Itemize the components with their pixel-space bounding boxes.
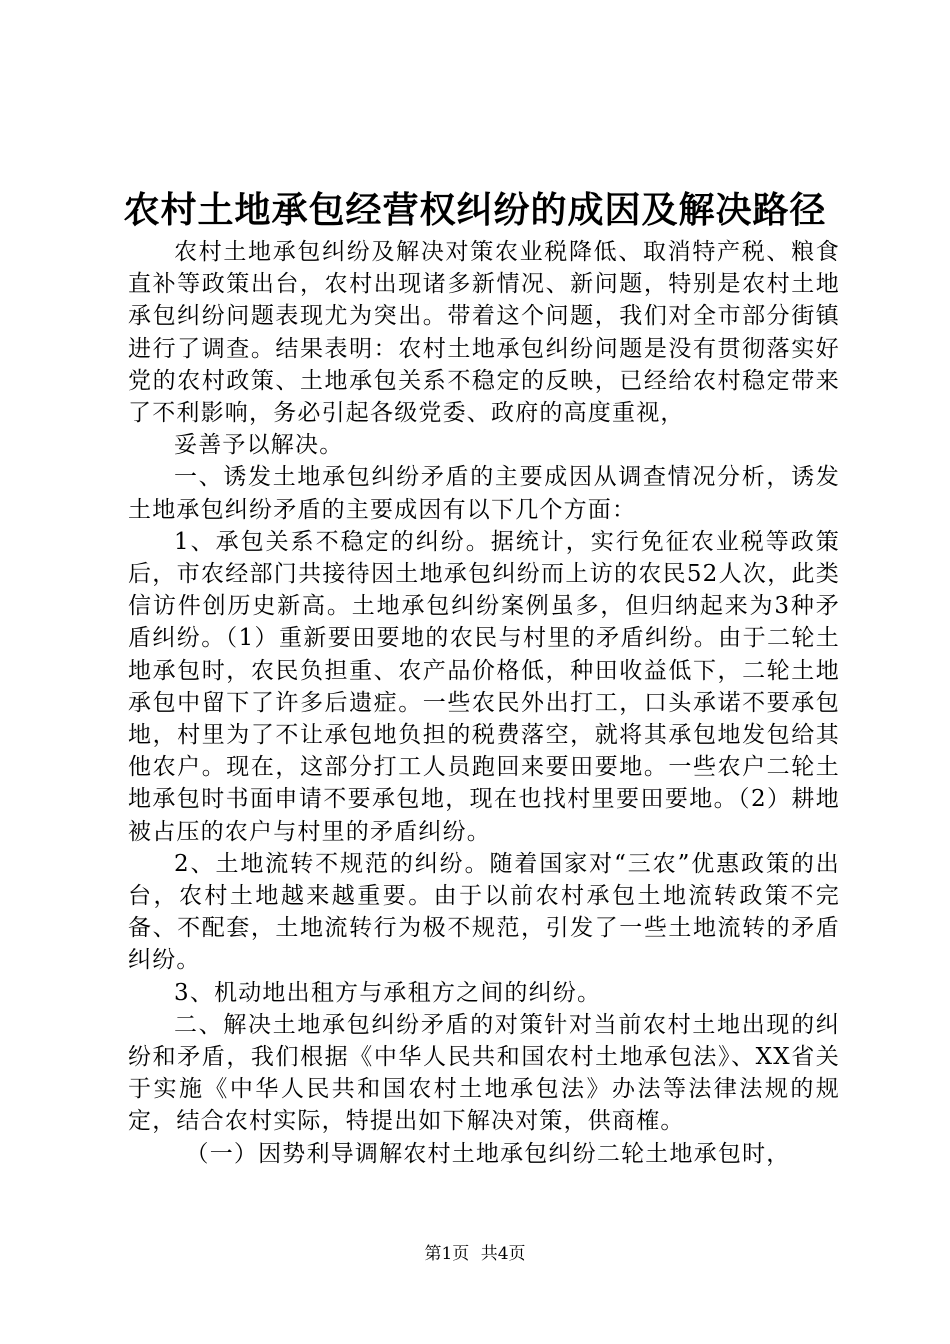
paragraph-subsection-1: （一）因势利导调解农村土地承包纠纷二轮土地承包时，	[185, 1140, 791, 1167]
paragraph-section-two: 二、解决土地承包纠纷矛盾的对策针对当前农村土地出现的纠纷和矛盾，我们根据《中华人民共和国农村土地承包法》、XX省关于实施《中华人民共和国农村土地承包法》办法等法律法规的规定，结合农村实际，特提出如下解决对策，供商榷。	[128, 1011, 840, 1135]
page-number: 第1页	[424, 1244, 470, 1264]
paragraph-section-one: 一、诱发土地承包纠纷矛盾的主要成因从调查情况分析，诱发土地承包纠纷矛盾的主要成因有以下几个方面：	[128, 464, 840, 523]
paragraph-resolve: 妥善予以解决。	[174, 432, 344, 459]
page-footer	[0, 1243, 950, 1265]
paragraph-item-3: 3、机动地出租方与承租方之间的纠纷。	[174, 979, 602, 1006]
paragraph-item-2: 2、土地流转不规范的纠纷。随着国家对“三农”优惠政策的出台，农村土地越来越重要。由于以前农村承包土地流转政策不完备、不配套，土地流转行为极不规范，引发了一些土地流转的矛盾纠纷。	[128, 850, 840, 974]
paragraph-item-1: 1、承包关系不稳定的纠纷。据统计，实行免征农业税等政策后，市农经部门共接待因土地承包纠纷而上访的农民52人次，此类信访件创历史新高。土地承包纠纷案例虽多，但归纳起来为3种矛盾纠纷。（1）重新要田要地的农民与村里的矛盾纠纷。由于二轮土地承包时，农民负担重、农产品价格低，种田收益低下，二轮土地承包中留下了许多后遗症。一些农民外出打工，口头承诺不要承包地，村里为了不让承包地负担的税费落空，就将其承包地发包给其他农户。现在，这部分打工人员跑回来要田要地。一些农户二轮土地承包时书面申请不要承包地，现在也找村里要田要地。（2）耕地被占压的农户与村里的矛盾纠纷。	[128, 528, 840, 845]
document-title: 农村土地承包经营权纠纷的成因及解决路径	[123, 189, 827, 231]
page-total: 共4页	[480, 1244, 526, 1264]
paragraph-intro: 农村土地承包纠纷及解决对策农业税降低、取消特产税、粮食直补等政策出台，农村出现诸多新情况、新问题，特别是农村土地承包纠纷问题表现尤为突出。带着这个问题，我们对全市部分街镇进行了调查。结果表明：农村土地承包纠纷问题是没有贯彻落实好党的农村政策、土地承包关系不稳定的反映，已经给农村稳定带来了不利影响，务必引起各级党委、政府的高度重视，	[128, 239, 840, 427]
document-body	[128, 236, 840, 1170]
